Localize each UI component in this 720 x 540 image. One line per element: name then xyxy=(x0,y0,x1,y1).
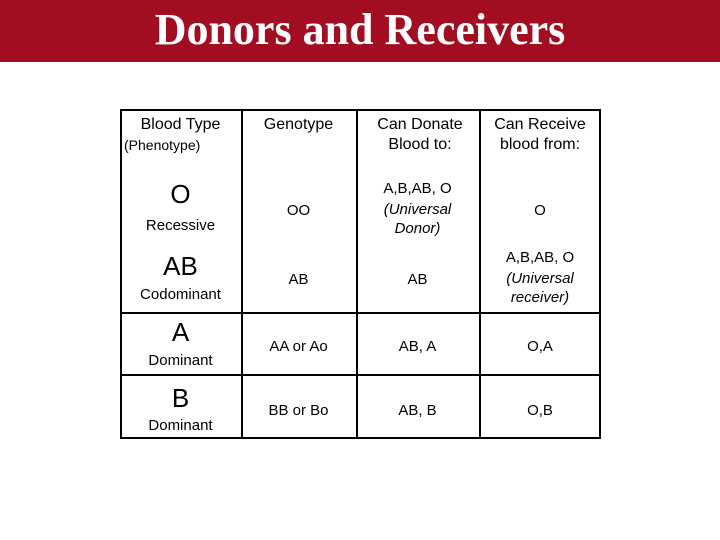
row-a-donate: AB, A xyxy=(398,338,437,355)
row-o-genotype: OO xyxy=(286,202,311,219)
row-o-receive: O xyxy=(534,202,546,219)
row-ab-donate: AB xyxy=(407,271,428,288)
row-ab-receive-note: (Universal receiver) xyxy=(506,270,574,306)
row-ab-genotype: AB xyxy=(288,271,309,288)
column-divider xyxy=(479,109,481,439)
row-ab-receive: A,B,AB, O xyxy=(505,249,575,266)
row-a-blood-type: A xyxy=(171,317,190,347)
row-b-inheritance: Dominant xyxy=(148,417,213,434)
row-b-receive: O,B xyxy=(527,402,553,419)
row-b-blood-type: B xyxy=(171,383,190,413)
row-b-donate: AB, B xyxy=(398,402,437,419)
page-title: Donors and Receivers xyxy=(154,5,566,54)
header-blood-type: Blood Type xyxy=(140,116,221,133)
row-a-inheritance: Dominant xyxy=(148,352,213,369)
row-ab-blood-type: AB xyxy=(163,251,198,281)
header-can-donate: Can Donate Blood to: xyxy=(377,116,463,153)
row-o-donate: A,B,AB, O xyxy=(383,180,452,197)
row-a-genotype: AA or Ao xyxy=(269,338,328,355)
header-genotype: Genotype xyxy=(263,116,334,133)
row-ab-inheritance: Codominant xyxy=(140,286,221,303)
row-divider xyxy=(120,374,601,376)
row-a-receive: O,A xyxy=(527,338,553,355)
row-divider xyxy=(120,312,601,314)
row-o-blood-type: O xyxy=(170,179,191,209)
row-o-donate-note: (Universal Donor) xyxy=(383,201,452,237)
row-b-genotype: BB or Bo xyxy=(268,402,329,419)
row-o-inheritance: Recessive xyxy=(145,217,216,234)
header-phenotype: (Phenotype) xyxy=(124,137,201,153)
header-can-receive: Can Receive blood from: xyxy=(494,116,586,153)
